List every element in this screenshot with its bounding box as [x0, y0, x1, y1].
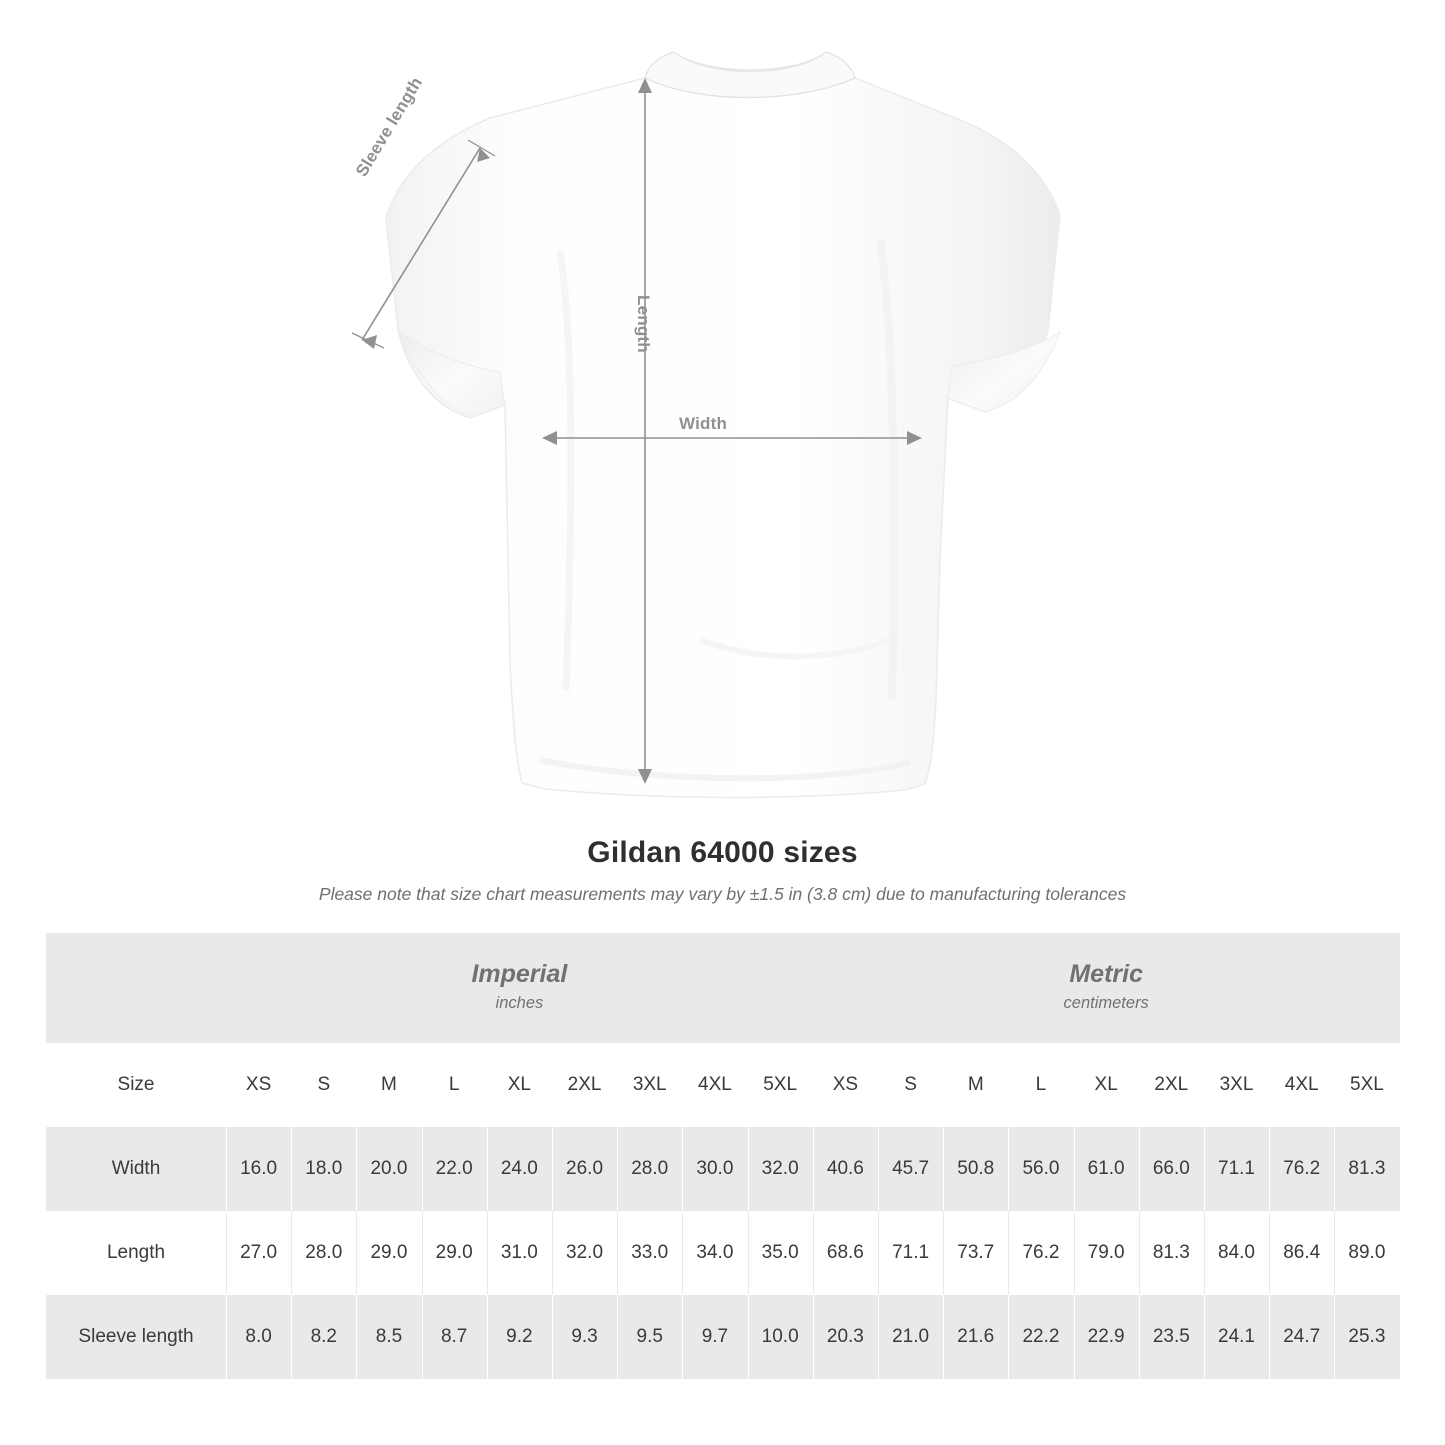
cell-length-imperial-l: 29.0	[422, 1211, 487, 1295]
row-label-sleeve-length: Sleeve length	[46, 1295, 226, 1379]
cell-length-metric-l: 76.2	[1008, 1211, 1073, 1295]
unit-spacer-cell	[46, 933, 226, 1043]
cell-width-imperial-s: 18.0	[291, 1127, 356, 1211]
row-label-length: Length	[46, 1211, 226, 1295]
table-row	[46, 1295, 1400, 1379]
size-header-cell: 3XL	[1204, 1043, 1269, 1127]
cell-length-imperial-3xl: 33.0	[617, 1211, 682, 1295]
cell-width-metric-4xl: 76.2	[1269, 1127, 1334, 1211]
cell-sleeve-metric-xs: 20.3	[813, 1295, 878, 1379]
cell-sleeve-imperial-3xl: 9.5	[617, 1295, 682, 1379]
cell-length-metric-s: 71.1	[878, 1211, 943, 1295]
cell-sleeve-imperial-l: 8.7	[422, 1295, 487, 1379]
cell-sleeve-metric-2xl: 23.5	[1139, 1295, 1204, 1379]
cell-sleeve-imperial-2xl: 9.3	[552, 1295, 617, 1379]
size-header-cell: XL	[1074, 1043, 1139, 1127]
size-header-cell: M	[943, 1043, 1008, 1127]
cell-width-imperial-2xl: 26.0	[552, 1127, 617, 1211]
cell-sleeve-metric-xl: 22.9	[1074, 1295, 1139, 1379]
size-table-wrapper	[46, 933, 1399, 1379]
cell-length-metric-5xl: 89.0	[1334, 1211, 1399, 1295]
size-header-cell: XS	[226, 1043, 291, 1127]
cell-length-metric-m: 73.7	[943, 1211, 1008, 1295]
cell-width-metric-xl: 61.0	[1074, 1127, 1139, 1211]
length-label: Length	[634, 295, 653, 353]
size-header-cell: L	[1008, 1043, 1073, 1127]
cell-length-metric-xl: 79.0	[1074, 1211, 1139, 1295]
cell-width-imperial-4xl: 30.0	[682, 1127, 747, 1211]
cell-sleeve-metric-3xl: 24.1	[1204, 1295, 1269, 1379]
cell-sleeve-metric-l: 22.2	[1008, 1295, 1073, 1379]
row-header-size: Size	[46, 1043, 226, 1127]
cell-width-imperial-3xl: 28.0	[617, 1127, 682, 1211]
cell-width-metric-m: 50.8	[943, 1127, 1008, 1211]
size-header-cell: L	[422, 1043, 487, 1127]
cell-width-metric-3xl: 71.1	[1204, 1127, 1269, 1211]
cell-length-imperial-s: 28.0	[291, 1211, 356, 1295]
size-header-cell: XL	[487, 1043, 552, 1127]
cell-sleeve-imperial-s: 8.2	[291, 1295, 356, 1379]
cell-sleeve-imperial-5xl: 10.0	[748, 1295, 813, 1379]
cell-length-imperial-2xl: 32.0	[552, 1211, 617, 1295]
size-header-cell: XS	[813, 1043, 878, 1127]
size-header-cell: S	[291, 1043, 356, 1127]
cell-width-imperial-l: 22.0	[422, 1127, 487, 1211]
cell-sleeve-metric-4xl: 24.7	[1269, 1295, 1334, 1379]
width-label: Width	[679, 414, 728, 433]
unit-system-imperial: Imperial	[471, 960, 568, 989]
size-header-cell: 3XL	[617, 1043, 682, 1127]
cell-width-imperial-xl: 24.0	[487, 1127, 552, 1211]
cell-width-metric-xs: 40.6	[813, 1127, 878, 1211]
unit-cell-imperial	[226, 933, 813, 1043]
cell-length-imperial-m: 29.0	[356, 1211, 421, 1295]
size-table	[46, 933, 1400, 1379]
cell-sleeve-imperial-xl: 9.2	[487, 1295, 552, 1379]
size-header-row	[46, 1043, 1400, 1127]
unit-header-row	[46, 933, 1400, 1043]
size-header-cell: M	[356, 1043, 421, 1127]
cell-width-imperial-5xl: 32.0	[748, 1127, 813, 1211]
tolerance-note: Please note that size chart measurements may vary by ±1.5 in (3.8 cm) due to manufacturing tolerances	[318, 884, 1127, 904]
cell-sleeve-imperial-4xl: 9.7	[682, 1295, 747, 1379]
cell-sleeve-metric-5xl: 25.3	[1334, 1295, 1399, 1379]
cell-length-imperial-5xl: 35.0	[748, 1211, 813, 1295]
cell-length-metric-2xl: 81.3	[1139, 1211, 1204, 1295]
cell-width-metric-s: 45.7	[878, 1127, 943, 1211]
size-header-cell: S	[878, 1043, 943, 1127]
size-header-cell: 2XL	[552, 1043, 617, 1127]
cell-length-metric-3xl: 84.0	[1204, 1211, 1269, 1295]
unit-sub-metric: centimeters	[1063, 994, 1149, 1013]
cell-length-imperial-xl: 31.0	[487, 1211, 552, 1295]
unit-system-metric: Metric	[1069, 960, 1143, 989]
cell-width-metric-2xl: 66.0	[1139, 1127, 1204, 1211]
size-header-cell: 2XL	[1139, 1043, 1204, 1127]
cell-width-imperial-xs: 16.0	[226, 1127, 291, 1211]
size-header-cell: 5XL	[748, 1043, 813, 1127]
cell-length-metric-4xl: 86.4	[1269, 1211, 1334, 1295]
size-header-cell: 4XL	[682, 1043, 747, 1127]
cell-width-imperial-m: 20.0	[356, 1127, 421, 1211]
cell-width-metric-l: 56.0	[1008, 1127, 1073, 1211]
page-title: Gildan 64000 sizes	[587, 836, 858, 869]
cell-length-imperial-xs: 27.0	[226, 1211, 291, 1295]
title-block	[0, 836, 1445, 905]
cell-length-imperial-4xl: 34.0	[682, 1211, 747, 1295]
row-label-width: Width	[46, 1127, 226, 1211]
cell-sleeve-metric-m: 21.6	[943, 1295, 1008, 1379]
cell-length-metric-xs: 68.6	[813, 1211, 878, 1295]
sleeve-length-label: Sleeve length	[352, 73, 427, 180]
unit-sub-imperial: inches	[495, 994, 544, 1013]
cell-sleeve-imperial-m: 8.5	[356, 1295, 421, 1379]
cell-sleeve-imperial-xs: 8.0	[226, 1295, 291, 1379]
unit-cell-metric	[813, 933, 1400, 1043]
cell-width-metric-5xl: 81.3	[1334, 1127, 1399, 1211]
table-row	[46, 1211, 1400, 1295]
table-row	[46, 1127, 1400, 1211]
cell-sleeve-metric-s: 21.0	[878, 1295, 943, 1379]
size-header-cell: 5XL	[1334, 1043, 1399, 1127]
size-header-cell: 4XL	[1269, 1043, 1334, 1127]
